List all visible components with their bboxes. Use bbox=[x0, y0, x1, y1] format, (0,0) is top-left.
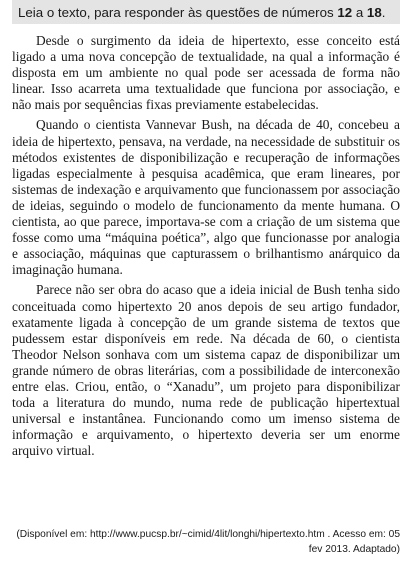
article-body bbox=[12, 33, 400, 463]
instruction-banner bbox=[12, 0, 400, 24]
paragraph-2: Quando o cientista Vannevar Bush, na década de 40, concebeu a ideia de hipertexto, pensava, na verdade, na necessidade de substituir os métodos existentes de disponibilização e recuperação de informações ligadas especialmente à pesquisa acadêmica, que eram lineares, por sistemas de indexação e arquivamento que funcionassem por associação de ideias, seguindo o modelo de funcionamento da mente humana. O cientista, ao que parece, importava-se com a criação de um sistema que fosse como uma “máquina poética”, algo que funcionasse por analogia e associação, máquinas que capturassem o brilhantismo anárquico da imaginação humana. bbox=[12, 117, 400, 278]
paragraph-3: Parece não ser obra do acaso que a ideia inicial de Bush tenha sido conceituada como hipertexto 20 anos depois de seu artigo fundador, exatamente ligada à concepção de um grande sistema de textos que pudessem estar disponíveis em rede. Na década de 60, o cientista Theodor Nelson sonhava com um sistema capaz de disponibilizar um grande número de obras literárias, com a possibilidade de interconexão entre elas. Criou, então, o “Xanadu”, um projeto para disponibilizar toda a literatura do mundo, numa rede de publicação hipertextual universal e instantânea. Funcionando como um imenso sistema de informação e arquivamento, o hipertexto deveria ser um enorme arquivo virtual. bbox=[12, 282, 400, 459]
instruction-connector: a bbox=[352, 5, 367, 20]
question-start-number: 12 bbox=[337, 5, 353, 20]
instruction-prefix: Leia o texto, para responder às questões de números bbox=[18, 5, 338, 20]
source-citation: (Disponível em: http://www.pucsp.br/~cimid/4lit/longhi/hipertexto.htm . Acesso em: 05 fev 2013. Adaptado) bbox=[16, 529, 400, 555]
instruction-text bbox=[18, 5, 400, 20]
instruction-suffix: . bbox=[381, 5, 386, 20]
paragraph-1: Desde o surgimento da ideia de hipertexto, esse conceito está ligado a uma nova concepção de textualidade, na qual a informação é disposta em um ambiente no qual pode ser acessada de forma não linear. Isso acarreta uma textualidade que funciona por associação, e não mais por sequências fixas previamente estabelecidas. bbox=[12, 33, 400, 113]
question-end-number: 18 bbox=[366, 5, 382, 20]
